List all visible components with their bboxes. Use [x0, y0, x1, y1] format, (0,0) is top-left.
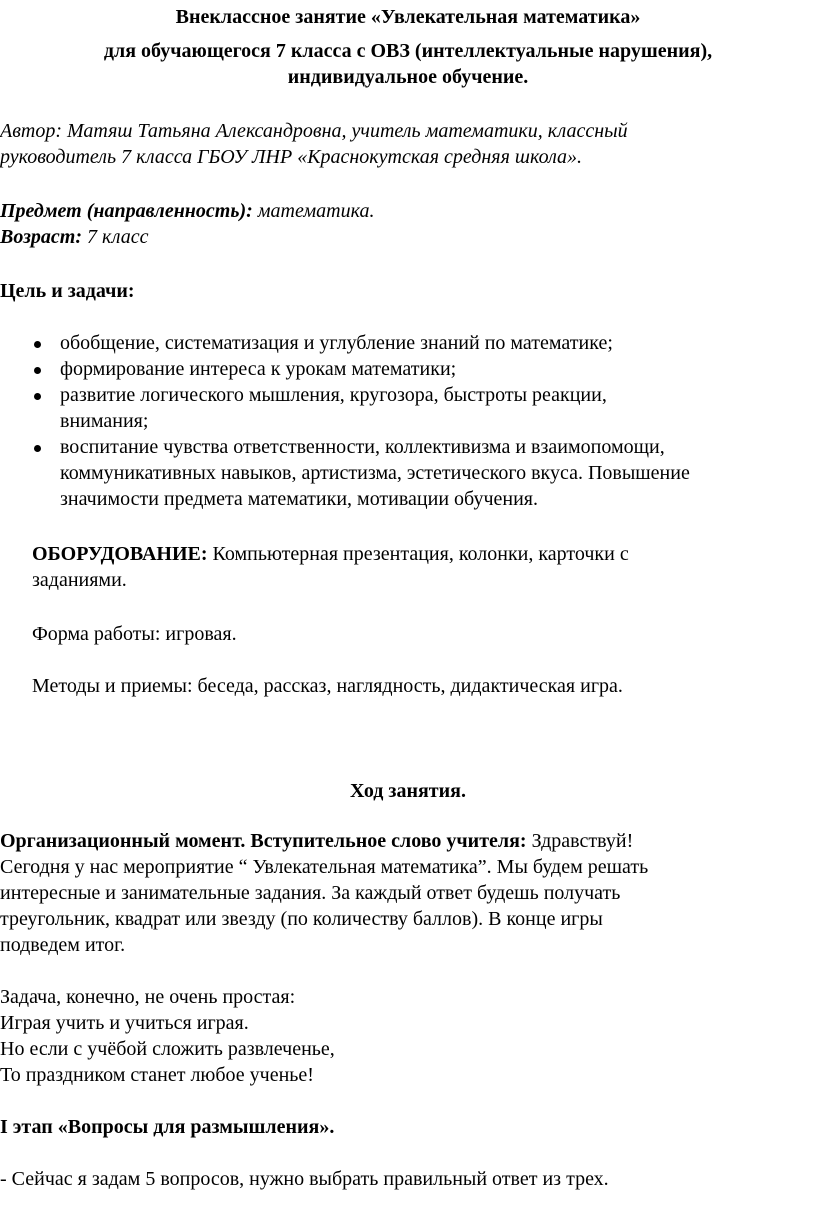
methods: Методы и приемы: беседа, рассказ, наглядность, дидактическая игра.	[32, 675, 623, 697]
age-label: Возраст:	[0, 226, 82, 248]
goal-item: развитие логического мышления, кругозора, быстроты реакции,	[60, 384, 607, 406]
org-greeting: Здравствуй!	[526, 830, 634, 852]
bullet-icon	[34, 393, 41, 400]
bullet-icon	[34, 341, 41, 348]
subject-label: Предмет (направленность):	[0, 200, 253, 222]
goal-item-continued: внимания;	[60, 410, 149, 432]
subject-value: математика.	[252, 200, 375, 222]
stage1-text: - Сейчас я задам 5 вопросов, нужно выбрать правильный ответ из трех.	[0, 1168, 609, 1190]
goal-item: формирование интереса к урокам математики;	[60, 358, 457, 380]
org-line-3: интересные и занимательные задания. За каждый ответ будешь получать	[0, 882, 621, 904]
org-line-1	[0, 828, 633, 854]
goal-item-continued: коммуникативных навыков, артистизма, эстетического вкуса. Повышение	[60, 462, 690, 484]
poem-line: Но если с учёбой сложить развлеченье,	[0, 1038, 335, 1060]
work-form: Форма работы: игровая.	[32, 623, 237, 645]
equipment-value: Компьютерная презентация, колонки, карточки с	[207, 543, 629, 565]
title-line-3: индивидуальное обучение.	[287, 66, 529, 88]
goal-item-continued: значимости предмета математики, мотивации обучения.	[60, 488, 538, 510]
org-line-5: подведем итог.	[0, 934, 126, 956]
author-line-1: Автор: Матяш Татьяна Александровна, учитель математики, классный	[0, 120, 628, 142]
goal-item: обобщение, систематизация и углубление знаний по математике;	[60, 332, 613, 354]
equipment-label: ОБОРУДОВАНИЕ:	[32, 543, 208, 565]
org-line-4: треугольник, квадрат или звезду (по количеству баллов). В конце игры	[0, 908, 603, 930]
bullet-icon	[34, 445, 41, 452]
equipment-line-1	[32, 541, 629, 567]
lesson-heading: Ход занятия.	[350, 780, 466, 802]
title-line-2: для обучающегося 7 класса с ОВЗ (интеллектуальные нарушения),	[103, 40, 713, 62]
goals-heading: Цель и задачи:	[0, 280, 135, 302]
poem-line: Задача, конечно, не очень простая:	[0, 986, 296, 1008]
title-line-1: Внеклассное занятие «Увлекательная математика»	[175, 6, 641, 28]
goal-item: воспитание чувства ответственности, коллективизма и взаимопомощи,	[60, 436, 665, 458]
bullet-icon	[34, 367, 41, 374]
author-line-2: руководитель 7 класса ГБОУ ЛНР «Краснокутская средняя школа».	[0, 146, 583, 168]
org-line-2: Сегодня у нас мероприятие “ Увлекательная математика”. Мы будем решать	[0, 856, 649, 878]
org-label: Организационный момент. Вступительное слово учителя:	[0, 830, 527, 852]
age-value: 7 класс	[81, 226, 149, 248]
poem-line: Играя учить и учиться играя.	[0, 1012, 249, 1034]
stage1-heading: I этап «Вопросы для размышления».	[0, 1116, 335, 1138]
equipment-line-2: заданиями.	[32, 569, 127, 591]
subject-line	[0, 198, 374, 224]
age-line	[0, 224, 148, 250]
poem-line: То праздником станет любое ученье!	[0, 1064, 314, 1086]
